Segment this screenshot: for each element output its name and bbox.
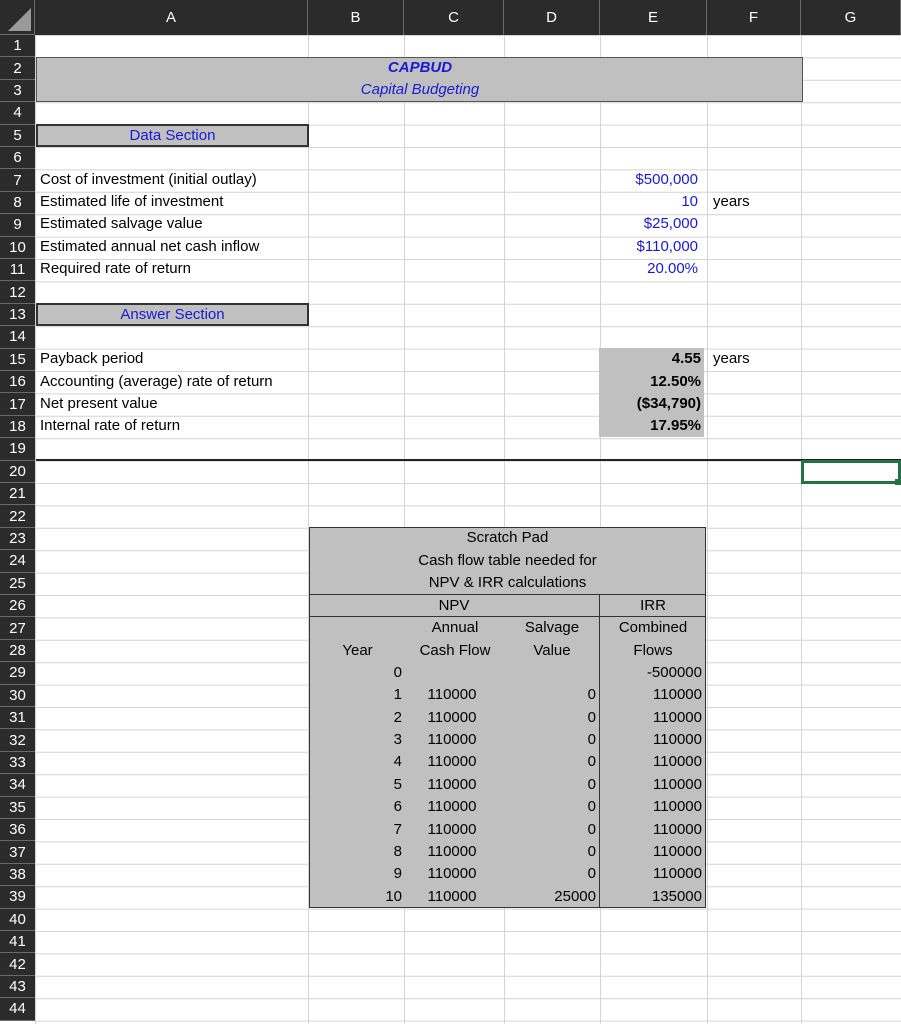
row-header-12[interactable]: 12: [0, 281, 35, 303]
row-header-37[interactable]: 37: [0, 841, 35, 863]
annual-cash-flow-cell[interactable]: 110000: [427, 887, 477, 905]
label-life[interactable]: Estimated life of investment: [40, 193, 224, 210]
row-header-8[interactable]: 8: [0, 192, 35, 214]
row-header-14[interactable]: 14: [0, 326, 35, 348]
row-header-7[interactable]: 7: [0, 169, 35, 191]
row-header-22[interactable]: 22: [0, 505, 35, 527]
year-cell[interactable]: 8: [393, 842, 402, 860]
value-payback-unit[interactable]: years: [713, 350, 750, 367]
combined-flow-cell[interactable]: 135000: [651, 887, 702, 905]
select-all-corner[interactable]: [0, 0, 35, 35]
year-cell[interactable]: 5: [393, 775, 402, 793]
salvage-value-cell[interactable]: 0: [587, 798, 596, 816]
value-npv[interactable]: ($34,790): [636, 395, 701, 412]
row-header-31[interactable]: 31: [0, 707, 35, 729]
row-header-4[interactable]: 4: [0, 102, 35, 124]
title-subtitle: Capital Budgeting: [360, 81, 480, 98]
column-header-f[interactable]: F: [707, 0, 801, 35]
salvage-value-cell[interactable]: 0: [587, 775, 596, 793]
label-irr[interactable]: Internal rate of return: [40, 417, 181, 434]
column-header-d[interactable]: D: [504, 0, 600, 35]
annual-cash-flow-cell[interactable]: 110000: [427, 730, 477, 748]
row-header-21[interactable]: 21: [0, 483, 35, 505]
col-year[interactable]: Year: [342, 642, 373, 659]
row-header-42[interactable]: 42: [0, 953, 35, 975]
value-salvage[interactable]: $25,000: [643, 215, 698, 232]
combined-flow-cell[interactable]: 110000: [653, 820, 702, 838]
salvage-value-cell[interactable]: 25000: [554, 887, 596, 905]
value-rate[interactable]: 20.00%: [647, 260, 698, 277]
annual-cash-flow-cell[interactable]: 110000: [427, 708, 477, 726]
salvage-value-cell[interactable]: 0: [587, 753, 596, 771]
row-header-19[interactable]: 19: [0, 438, 35, 460]
row-header-13[interactable]: 13: [0, 304, 35, 326]
fill-handle[interactable]: [895, 479, 901, 485]
data-section-header[interactable]: [36, 124, 309, 147]
title-name: CAPBUD: [387, 59, 453, 76]
row-header-17[interactable]: 17: [0, 393, 35, 415]
column-header-b[interactable]: B: [308, 0, 404, 35]
row-header-34[interactable]: 34: [0, 774, 35, 796]
salvage-value-cell[interactable]: 0: [587, 730, 596, 748]
row-header-35[interactable]: 35: [0, 797, 35, 819]
combined-flow-cell[interactable]: -500000: [646, 663, 702, 681]
column-header-a[interactable]: A: [35, 0, 308, 35]
row-header-18[interactable]: 18: [0, 416, 35, 438]
salvage-value-cell[interactable]: 0: [587, 865, 596, 883]
row-header-1[interactable]: 1: [0, 35, 35, 57]
row-header-26[interactable]: 26: [0, 595, 35, 617]
year-cell[interactable]: 6: [393, 798, 402, 816]
label-salvage[interactable]: Estimated salvage value: [40, 215, 203, 232]
row-header-38[interactable]: 38: [0, 864, 35, 886]
col-annual-2[interactable]: Cash Flow: [419, 642, 491, 659]
year-cell[interactable]: 4: [393, 753, 402, 771]
row-header-29[interactable]: 29: [0, 662, 35, 684]
year-cell[interactable]: 9: [393, 865, 402, 883]
col-annual-1[interactable]: Annual: [431, 619, 479, 636]
value-arr[interactable]: 12.50%: [650, 373, 701, 390]
salvage-value-cell[interactable]: 0: [587, 820, 596, 838]
col-salvage-1[interactable]: Salvage: [524, 619, 580, 636]
row-header-3[interactable]: 3: [0, 80, 35, 102]
npv-header[interactable]: NPV: [438, 597, 470, 614]
year-cell[interactable]: 2: [393, 708, 402, 726]
salvage-value-cell[interactable]: 0: [587, 842, 596, 860]
data-section-label: Data Section: [129, 127, 216, 144]
row-header-43[interactable]: 43: [0, 976, 35, 998]
value-cost[interactable]: $500,000: [635, 171, 698, 188]
row-header-15[interactable]: 15: [0, 349, 35, 371]
row-header-28[interactable]: 28: [0, 640, 35, 662]
value-payback[interactable]: 4.55: [671, 350, 701, 367]
row-header-27[interactable]: 27: [0, 617, 35, 639]
annual-cash-flow-cell[interactable]: 110000: [427, 753, 477, 771]
annual-cash-flow-cell[interactable]: 110000: [427, 865, 477, 883]
row-header-6[interactable]: 6: [0, 147, 35, 169]
value-life[interactable]: 10: [681, 193, 698, 210]
scratch-title-3[interactable]: NPV & IRR calculations: [428, 574, 587, 591]
column-header-e[interactable]: E: [600, 0, 707, 35]
row-header-41[interactable]: 41: [0, 931, 35, 953]
year-cell[interactable]: 1: [393, 686, 402, 704]
annual-cash-flow-cell[interactable]: 110000: [427, 686, 477, 704]
salvage-value-cell[interactable]: 0: [587, 708, 596, 726]
value-life-unit[interactable]: years: [713, 193, 750, 210]
row-header-16[interactable]: 16: [0, 371, 35, 393]
row-header-33[interactable]: 33: [0, 752, 35, 774]
combined-flow-cell[interactable]: 110000: [653, 708, 702, 726]
answer-section-label: Answer Section: [120, 306, 225, 323]
year-cell[interactable]: 3: [393, 730, 402, 748]
row-header-10[interactable]: 10: [0, 237, 35, 259]
label-npv[interactable]: Net present value: [40, 395, 158, 412]
year-cell[interactable]: 7: [393, 820, 402, 838]
combined-flow-cell[interactable]: 110000: [653, 753, 702, 771]
salvage-value-cell[interactable]: [504, 662, 596, 684]
col-salvage-2[interactable]: Value: [533, 642, 571, 659]
row-header-30[interactable]: 30: [0, 685, 35, 707]
annual-cash-flow-cell[interactable]: [404, 662, 500, 684]
row-header-2[interactable]: 2: [0, 57, 35, 79]
salvage-value-cell[interactable]: 0: [587, 686, 596, 704]
row-header-36[interactable]: 36: [0, 819, 35, 841]
label-rate[interactable]: Required rate of return: [40, 260, 191, 277]
selected-cell[interactable]: [801, 460, 901, 484]
scratch-title-2[interactable]: Cash flow table needed for: [418, 552, 597, 569]
row-header-9[interactable]: 9: [0, 214, 35, 236]
combined-flow-cell[interactable]: 110000: [653, 842, 702, 860]
year-cell[interactable]: 10: [385, 887, 402, 905]
year-cell[interactable]: 0: [393, 663, 402, 681]
row-header-40[interactable]: 40: [0, 909, 35, 931]
scratch-title-1[interactable]: Scratch Pad: [466, 529, 549, 546]
label-arr[interactable]: Accounting (average) rate of return: [40, 373, 273, 390]
annual-cash-flow-cell[interactable]: 110000: [427, 820, 477, 838]
label-payback[interactable]: Payback period: [40, 350, 144, 367]
combined-flow-cell[interactable]: 110000: [653, 686, 702, 704]
row-header-32[interactable]: 32: [0, 729, 35, 751]
row-header-44[interactable]: 44: [0, 998, 35, 1020]
irr-header[interactable]: IRR: [640, 597, 666, 614]
row-header-11[interactable]: 11: [0, 259, 35, 281]
value-cash-inflow[interactable]: $110,000: [636, 238, 698, 255]
combined-flow-cell[interactable]: 110000: [653, 798, 702, 816]
label-cash-inflow[interactable]: Estimated annual net cash inflow: [40, 238, 260, 255]
row-header-5[interactable]: 5: [0, 125, 35, 147]
combined-flow-cell[interactable]: 110000: [653, 775, 702, 793]
row-header-24[interactable]: 24: [0, 550, 35, 572]
row-header-39[interactable]: 39: [0, 886, 35, 908]
label-cost[interactable]: Cost of investment (initial outlay): [40, 171, 257, 188]
annual-cash-flow-cell[interactable]: 110000: [427, 842, 477, 860]
combined-flow-cell[interactable]: 110000: [653, 730, 702, 748]
col-combined-2[interactable]: Flows: [633, 642, 673, 659]
value-irr[interactable]: 17.95%: [650, 417, 701, 434]
col-combined-1[interactable]: Combined: [618, 619, 688, 636]
row-header-23[interactable]: 23: [0, 528, 35, 550]
combined-flow-cell[interactable]: 110000: [653, 865, 702, 883]
annual-cash-flow-cell[interactable]: 110000: [427, 798, 477, 816]
annual-cash-flow-cell[interactable]: 110000: [427, 775, 477, 793]
row-header-25[interactable]: 25: [0, 573, 35, 595]
column-header-c[interactable]: C: [404, 0, 504, 35]
row-header-20[interactable]: 20: [0, 461, 35, 483]
column-header-g[interactable]: G: [801, 0, 901, 35]
section-divider: [36, 459, 901, 461]
answer-section-header[interactable]: [36, 303, 309, 326]
